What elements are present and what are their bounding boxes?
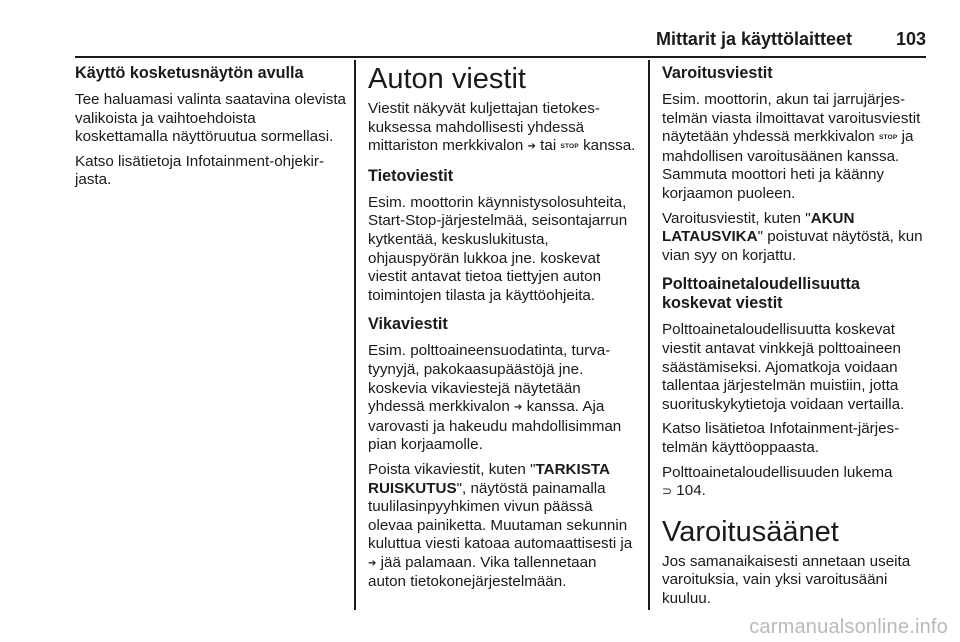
fuel-economy-reference: Katso lisätietoa Infotainment-järjestelmän käyttöoppaasta. bbox=[662, 420, 900, 456]
stop-icon: STOP bbox=[878, 134, 898, 142]
warning-sounds-text: Jos samanaikaisesti annetaan useita varoituksia, vain yksi varoitusääni kuuluu. bbox=[662, 552, 911, 607]
warning-clear-a: Varoitusviestit, kuten " bbox=[662, 209, 811, 227]
fuel-reading-text: Polttoainetaloudellisuuden lukema bbox=[662, 463, 893, 481]
wrench-icon: ➔ bbox=[514, 402, 523, 414]
clear-text-a: Poista vikaviestit, kuten " bbox=[368, 460, 536, 478]
page-reference-icon: ⊃ bbox=[662, 484, 673, 499]
column-divider bbox=[354, 60, 356, 610]
info-messages-heading: Tietoviestit bbox=[368, 166, 454, 185]
clear-text-b: ", näytöstä painamalla tuulilasinpyyhkimen vivun päässä olevaa painiketta. Muutaman sekunnin kuluttua viesti katoaa automaattisesti ja bbox=[368, 479, 633, 553]
fuel-economy-heading: Polttoainetaloudellisuutta koskevat viestit bbox=[662, 275, 860, 313]
info-messages-text: Esim. moottorin käynnistysolosuhteita, Start-Stop-järjestelmää, seisontajarrun kytkentää, keskuslukitusta, ohjauspyörän lukkoa jne. koskevat viestit antavat tietoa tiettyjen auton toimintojen tilasta ja käyttöohjeita. bbox=[368, 193, 628, 304]
section-title: Auton viestit bbox=[368, 63, 526, 95]
page-reference-link[interactable]: 104. bbox=[676, 482, 706, 500]
warning-text-b: ja mahdollisen varoitusäänen kanssa. Sammuta moottori heti ja käänny korjaamon puoleen. bbox=[662, 128, 914, 202]
page-number: 103 bbox=[895, 29, 926, 49]
warning-messages-text bbox=[662, 91, 932, 204]
warning-clear-text bbox=[662, 210, 932, 266]
column-3 bbox=[662, 62, 932, 614]
column-1 bbox=[75, 62, 347, 196]
page-header bbox=[75, 26, 926, 58]
clear-text-bold: TARKISTA RUISKUTUS bbox=[368, 460, 610, 497]
messages-intro bbox=[368, 100, 636, 157]
fuel-economy-text: Polttoainetaloudellisuutta koskevat viestit antavat vinkkejä polttoaineen säästämiseksi. Ajomatkoja voidaan tallentaa järjestelmän muistiin, jotta suorituskykytietoja voidaan vertailla. bbox=[662, 321, 905, 413]
touchscreen-heading: Käyttö kosketusnäytön avulla bbox=[75, 64, 304, 82]
fault-text-b: kanssa. Aja varovasti ja hakeudu mahdollisimman pian korjaamolle. bbox=[368, 398, 622, 454]
warning-sounds-title: Varoitusäänet bbox=[662, 515, 839, 548]
intro-text-a: Viestit näkyvät kuljettajan tietokeskuksessa mahdollisesti yhdessä mittariston merkkivalon bbox=[368, 100, 600, 155]
warning-text-a: Esim. moottorin, akun tai jarrujärjestelmän viasta ilmoittavat varoitusviestit näytetään yhdessä merkkivalon bbox=[662, 91, 921, 146]
fault-messages-heading: Vikaviestit bbox=[368, 315, 448, 334]
warning-clear-b: " poistuvat näytöstä, kun vian syy on korjattu. bbox=[662, 228, 923, 264]
clear-text-c: jää palamaan. Vika tallennetaan auton tietokonejärjestelmään. bbox=[368, 553, 597, 591]
clear-fault-text bbox=[368, 461, 636, 592]
page-title: Mittarit ja käyttölaitteet bbox=[655, 29, 852, 49]
wrench-icon: ➔ bbox=[527, 141, 536, 153]
wrench-icon: ➔ bbox=[368, 557, 377, 569]
watermark: carmanualsonline.info bbox=[749, 616, 948, 638]
warning-messages-heading: Varoitusviestit bbox=[662, 64, 773, 82]
intro-text-b: kanssa. bbox=[583, 137, 636, 155]
touchscreen-text: Tee haluamasi valinta saatavina olevista valikoista ja vaihtoehdoista koskettamalla näyttöruutua sormellasi. bbox=[75, 91, 347, 146]
intro-tai: tai bbox=[540, 137, 557, 155]
fault-messages-text bbox=[368, 342, 636, 455]
fuel-economy-reading bbox=[662, 464, 932, 501]
warning-clear-bold: AKUN LATAUSVIKA bbox=[662, 209, 855, 246]
infotainment-reference: Katso lisätietoja Infotainment-ohjekirjasta. bbox=[75, 152, 325, 189]
column-2 bbox=[368, 62, 636, 598]
stop-icon: STOP bbox=[560, 143, 579, 151]
fault-text-a: Esim. polttoaineensuodatinta, turvatyynyjä, pakokaasupäästöjä jne. koskevia vikaviestejä näytetään yhdessä merkkivalon bbox=[368, 342, 611, 416]
column-divider bbox=[648, 60, 650, 610]
